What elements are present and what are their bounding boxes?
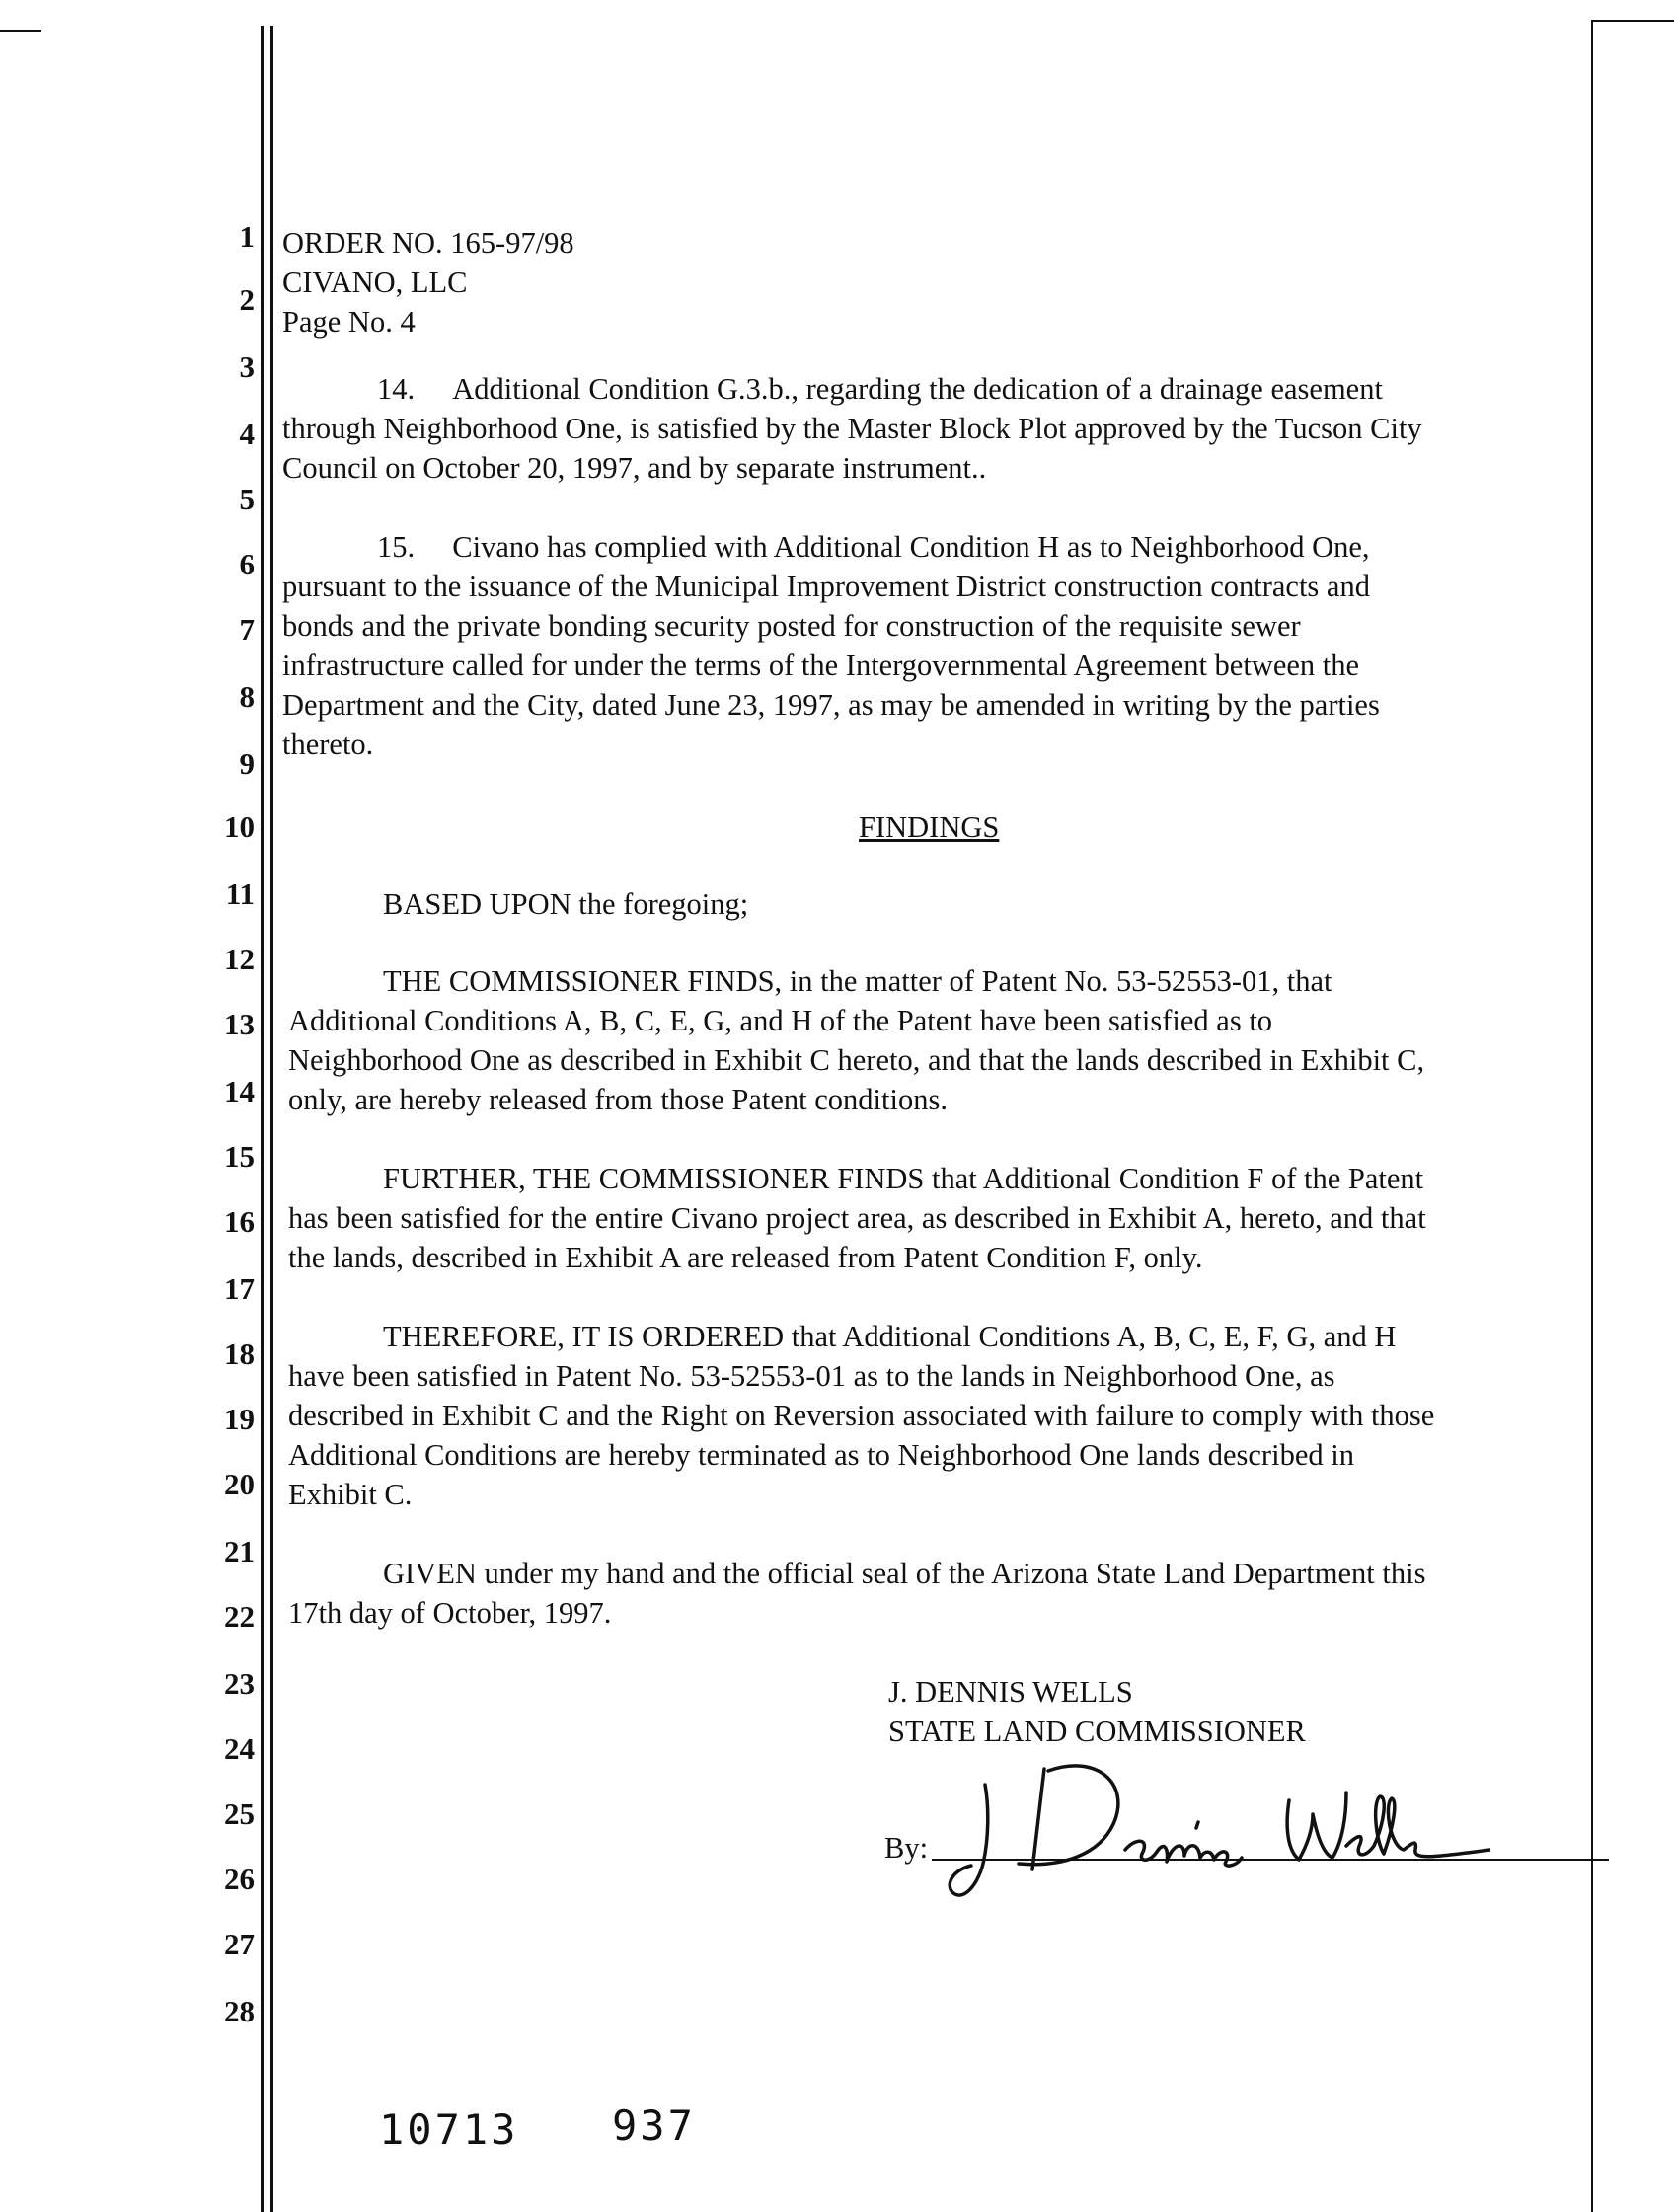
paragraph-15-line: bonds and the private bonding security posted for construction of the requisite sewer (282, 609, 1301, 643)
left-margin-rule-inner (270, 26, 273, 2212)
paragraph-15-line: infrastructure called for under the terms of the Intergovernmental Agreement between the (282, 648, 1360, 682)
therefore-ordered-line: THEREFORE, IT IS ORDERED that Additional Conditions A, B, C, E, F, G, and H (383, 1320, 1397, 1353)
commissioner-name: J. DENNIS WELLS (888, 1675, 1133, 1709)
paragraph-15-line: pursuant to the issuance of the Municipal Improvement District construction contracts and (282, 570, 1370, 603)
line-number: 8 (239, 679, 255, 714)
recording-book: 10713 (379, 2105, 519, 2154)
commissioner-finds-line: Additional Conditions A, B, C, E, G, and H of the Patent have been satisfied as to (288, 1004, 1273, 1037)
recording-page: 937 (612, 2101, 696, 2150)
line-number: 3 (239, 349, 255, 384)
line-number: 15 (224, 1139, 255, 1174)
line-number: 18 (224, 1336, 255, 1371)
line-number: 16 (224, 1204, 255, 1239)
order-number: ORDER NO. 165-97/98 (282, 226, 574, 260)
line-number: 4 (239, 417, 255, 451)
line-number: 2 (239, 282, 255, 317)
line-number: 22 (224, 1599, 255, 1634)
line-number: 6 (239, 547, 255, 581)
line-number: 24 (224, 1731, 255, 1766)
line-number: 13 (224, 1007, 255, 1041)
right-margin-rule (1591, 20, 1593, 2212)
paragraph-15-line: thereto. (282, 727, 374, 761)
handwritten-signature (938, 1747, 1490, 1915)
scan-edge-mark (0, 30, 41, 32)
line-number: 1 (239, 219, 255, 254)
paragraph-15-line: 15. Civano has complied with Additional Condition H as to Neighborhood One, (377, 530, 1370, 564)
commissioner-finds-line: Neighborhood One as described in Exhibit C hereto, and that the lands described in Exhibit C, (288, 1043, 1425, 1077)
line-number: 26 (224, 1862, 255, 1896)
line-number: 19 (224, 1402, 255, 1436)
line-number: 11 (225, 877, 255, 911)
line-number: 10 (224, 809, 255, 844)
line-number: 5 (239, 482, 255, 516)
line-number: 21 (224, 1534, 255, 1568)
therefore-ordered-line: Exhibit C. (288, 1478, 413, 1511)
further-finds-line: FURTHER, THE COMMISSIONER FINDS that Additional Condition F of the Patent (383, 1162, 1424, 1195)
line-number: 28 (224, 1994, 255, 2028)
party-name: CIVANO, LLC (282, 266, 468, 299)
line-number: 25 (224, 1796, 255, 1831)
line-number: 9 (239, 746, 255, 781)
paragraph-14-line: through Neighborhood One, is satisfied by the Master Block Plot approved by the Tucson City (282, 412, 1422, 445)
commissioner-finds-line: THE COMMISSIONER FINDS, in the matter of Patent No. 53-52553-01, that (383, 964, 1332, 998)
line-number: 14 (224, 1074, 255, 1108)
left-margin-rule-outer (261, 26, 264, 2212)
line-number: 17 (224, 1271, 255, 1306)
therefore-ordered-line: have been satisfied in Patent No. 53-52553-01 as to the lands in Neighborhood One, as (288, 1359, 1335, 1393)
findings-heading: FINDINGS (859, 810, 1000, 844)
therefore-ordered-line: described in Exhibit C and the Right on Reversion associated with failure to comply with those (288, 1399, 1435, 1432)
commissioner-finds-line: only, are hereby released from those Patent conditions. (288, 1083, 948, 1116)
line-number: 20 (224, 1467, 255, 1501)
line-number: 23 (224, 1666, 255, 1701)
based-upon-line: BASED UPON the foregoing; (383, 887, 749, 921)
scan-edge-mark (1591, 20, 1674, 22)
therefore-ordered-line: Additional Conditions are hereby terminated as to Neighborhood One lands described in (288, 1438, 1354, 1472)
further-finds-line: has been satisfied for the entire Civano project area, as described in Exhibit A, hereto, and that (288, 1201, 1426, 1235)
given-under-line: 17th day of October, 1997. (288, 1596, 612, 1630)
given-under-line: GIVEN under my hand and the official seal of the Arizona State Land Department this (383, 1557, 1426, 1590)
paragraph-15-line: Department and the City, dated June 23, 1997, as may be amended in writing by the parties (282, 688, 1380, 722)
paragraph-14-line: 14. Additional Condition G.3.b., regarding the dedication of a drainage easement (377, 372, 1383, 406)
by-label: By: (884, 1831, 929, 1865)
line-number: 12 (224, 942, 255, 976)
line-number: 27 (224, 1927, 255, 1961)
page-number: Page No. 4 (282, 305, 416, 339)
commissioner-title: STATE LAND COMMISSIONER (888, 1715, 1306, 1748)
line-number: 7 (239, 612, 255, 647)
further-finds-line: the lands, described in Exhibit A are released from Patent Condition F, only. (288, 1241, 1203, 1274)
paragraph-14-line: Council on October 20, 1997, and by separate instrument.. (282, 451, 987, 485)
